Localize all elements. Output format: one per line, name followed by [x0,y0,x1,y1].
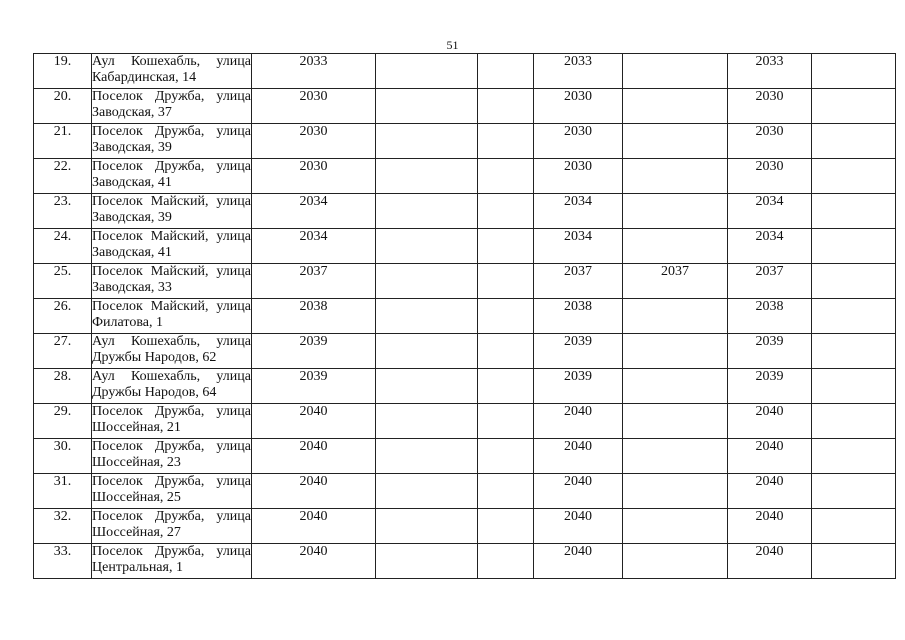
year-cell-col8: 2034 [728,229,812,264]
year-cell-col7 [623,194,728,229]
empty-cell-col5 [478,229,534,264]
address-cell: Поселок Майский, улица Филатова, 1 [92,299,252,334]
year-cell-col3: 2040 [252,404,376,439]
year-cell-col7 [623,89,728,124]
year-cell-col8: 2039 [728,334,812,369]
address-cell: Поселок Майский, улица Заводская, 39 [92,194,252,229]
row-number-cell: 27. [34,334,92,369]
empty-cell-col5 [478,544,534,579]
year-cell-col7: 2037 [623,264,728,299]
year-cell-col8: 2030 [728,159,812,194]
row-number-cell: 25. [34,264,92,299]
empty-cell-col9 [812,194,896,229]
empty-cell-col9 [812,299,896,334]
year-cell-col6: 2030 [534,89,623,124]
address-cell: Аул Кошехабль, улица Дружбы Народов, 64 [92,369,252,404]
empty-cell-col4 [376,54,478,89]
table-row [34,334,896,369]
year-cell-col7 [623,404,728,439]
year-cell-col7 [623,369,728,404]
year-cell-col7 [623,124,728,159]
empty-cell-col5 [478,194,534,229]
row-number-cell: 20. [34,89,92,124]
address-cell: Поселок Дружба, улица Шоссейная, 27 [92,509,252,544]
empty-cell-col4 [376,299,478,334]
empty-cell-col4 [376,404,478,439]
row-number-cell: 22. [34,159,92,194]
year-cell-col8: 2040 [728,544,812,579]
year-cell-col6: 2040 [534,509,623,544]
year-cell-col8: 2030 [728,89,812,124]
year-cell-col8: 2040 [728,474,812,509]
empty-cell-col4 [376,439,478,474]
row-number-cell: 28. [34,369,92,404]
year-cell-col8: 2040 [728,439,812,474]
year-cell-col6: 2038 [534,299,623,334]
table-row [34,264,896,299]
year-cell-col6: 2040 [534,439,623,474]
year-cell-col8: 2038 [728,299,812,334]
year-cell-col3: 2030 [252,124,376,159]
empty-cell-col5 [478,439,534,474]
year-cell-col7 [623,299,728,334]
year-cell-col6: 2037 [534,264,623,299]
address-cell: Поселок Дружба, улица Заводская, 37 [92,89,252,124]
empty-cell-col5 [478,334,534,369]
year-cell-col7 [623,334,728,369]
empty-cell-col5 [478,124,534,159]
year-cell-col6: 2034 [534,194,623,229]
empty-cell-col9 [812,474,896,509]
empty-cell-col5 [478,474,534,509]
empty-cell-col5 [478,264,534,299]
empty-cell-col5 [478,369,534,404]
address-cell: Аул Кошехабль, улица Кабардинская, 14 [92,54,252,89]
page-number: 51 [446,38,459,52]
empty-cell-col4 [376,334,478,369]
year-cell-col7 [623,54,728,89]
year-cell-col3: 2040 [252,509,376,544]
table-row [34,439,896,474]
empty-cell-col5 [478,299,534,334]
row-number-cell: 32. [34,509,92,544]
table-row [34,159,896,194]
schedule-table [33,53,896,579]
year-cell-col3: 2034 [252,229,376,264]
year-cell-col3: 2039 [252,369,376,404]
year-cell-col3: 2040 [252,544,376,579]
year-cell-col6: 2030 [534,159,623,194]
address-cell: Поселок Майский, улица Заводская, 33 [92,264,252,299]
year-cell-col3: 2040 [252,474,376,509]
year-cell-col7 [623,439,728,474]
year-cell-col7 [623,229,728,264]
empty-cell-col9 [812,544,896,579]
empty-cell-col4 [376,89,478,124]
year-cell-col8: 2037 [728,264,812,299]
empty-cell-col4 [376,474,478,509]
address-cell: Поселок Майский, улица Заводская, 41 [92,229,252,264]
empty-cell-col4 [376,229,478,264]
row-number-cell: 21. [34,124,92,159]
year-cell-col3: 2034 [252,194,376,229]
year-cell-col6: 2040 [534,404,623,439]
address-cell: Поселок Дружба, улица Шоссейная, 25 [92,474,252,509]
empty-cell-col4 [376,544,478,579]
year-cell-col3: 2040 [252,439,376,474]
table-row [34,54,896,89]
empty-cell-col9 [812,159,896,194]
year-cell-col6: 2039 [534,369,623,404]
table-row [34,89,896,124]
address-cell: Аул Кошехабль, улица Дружбы Народов, 62 [92,334,252,369]
year-cell-col3: 2039 [252,334,376,369]
year-cell-col3: 2033 [252,54,376,89]
empty-cell-col4 [376,194,478,229]
table-row [34,544,896,579]
empty-cell-col9 [812,404,896,439]
year-cell-col6: 2034 [534,229,623,264]
row-number-cell: 19. [34,54,92,89]
empty-cell-col5 [478,404,534,439]
year-cell-col3: 2038 [252,299,376,334]
year-cell-col6: 2040 [534,474,623,509]
row-number-cell: 26. [34,299,92,334]
empty-cell-col9 [812,439,896,474]
year-cell-col6: 2039 [534,334,623,369]
table-row [34,299,896,334]
row-number-cell: 24. [34,229,92,264]
empty-cell-col9 [812,334,896,369]
empty-cell-col5 [478,509,534,544]
empty-cell-col9 [812,369,896,404]
table-row [34,369,896,404]
empty-cell-col9 [812,264,896,299]
table-row [34,124,896,159]
row-number-cell: 31. [34,474,92,509]
address-cell: Поселок Дружба, улица Заводская, 39 [92,124,252,159]
empty-cell-col4 [376,264,478,299]
address-cell: Поселок Дружба, улица Шоссейная, 21 [92,404,252,439]
empty-cell-col5 [478,159,534,194]
year-cell-col8: 2034 [728,194,812,229]
year-cell-col8: 2030 [728,124,812,159]
address-cell: Поселок Дружба, улица Центральная, 1 [92,544,252,579]
empty-cell-col4 [376,369,478,404]
empty-cell-col9 [812,89,896,124]
row-number-cell: 33. [34,544,92,579]
empty-cell-col9 [812,54,896,89]
year-cell-col8: 2039 [728,369,812,404]
table-row [34,474,896,509]
table-row [34,229,896,264]
table-row [34,509,896,544]
address-cell: Поселок Дружба, улица Шоссейная, 23 [92,439,252,474]
year-cell-col6: 2033 [534,54,623,89]
empty-cell-col9 [812,229,896,264]
table-row [34,194,896,229]
year-cell-col7 [623,474,728,509]
year-cell-col7 [623,544,728,579]
year-cell-col8: 2040 [728,404,812,439]
address-cell: Поселок Дружба, улица Заводская, 41 [92,159,252,194]
empty-cell-col4 [376,124,478,159]
empty-cell-col4 [376,159,478,194]
year-cell-col7 [623,509,728,544]
empty-cell-col5 [478,89,534,124]
table-body [34,54,896,579]
row-number-cell: 23. [34,194,92,229]
year-cell-col3: 2030 [252,89,376,124]
row-number-cell: 29. [34,404,92,439]
empty-cell-col9 [812,509,896,544]
year-cell-col6: 2040 [534,544,623,579]
year-cell-col8: 2033 [728,54,812,89]
empty-cell-col5 [478,54,534,89]
year-cell-col8: 2040 [728,509,812,544]
table-row [34,404,896,439]
empty-cell-col9 [812,124,896,159]
row-number-cell: 30. [34,439,92,474]
year-cell-col7 [623,159,728,194]
empty-cell-col4 [376,509,478,544]
year-cell-col6: 2030 [534,124,623,159]
year-cell-col3: 2030 [252,159,376,194]
year-cell-col3: 2037 [252,264,376,299]
